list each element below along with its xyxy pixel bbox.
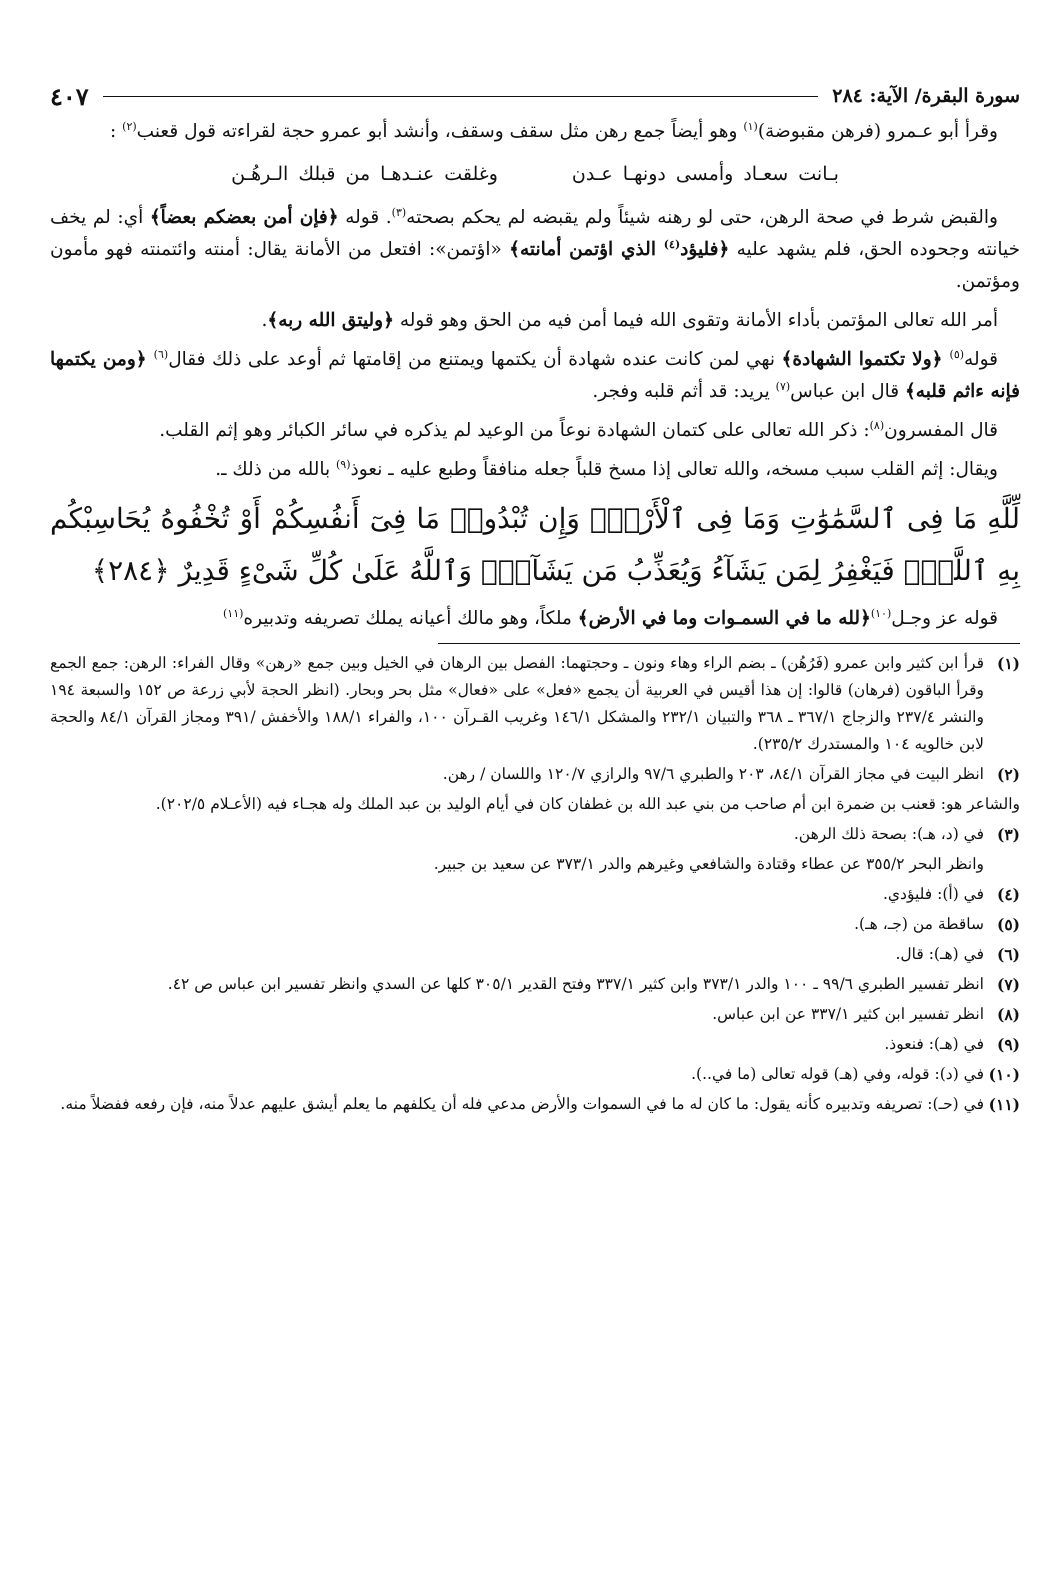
footnote-ref: (٧): [775, 379, 791, 393]
quran-quote: ﴿وليتق الله ربه﴾: [267, 310, 394, 331]
footnote-text: في (د): قوله، وفي (هـ) قوله تعالى (ما في..).: [691, 1065, 984, 1083]
footnote: [50, 761, 1020, 788]
footnote-continuation: [50, 791, 1020, 818]
paragraph-5: [50, 415, 1020, 447]
footnote-ref: (٣): [391, 205, 407, 219]
footnote-number: (٥): [996, 915, 1020, 934]
footnote-number: (٤): [996, 885, 1020, 904]
footnote: [50, 1001, 1020, 1028]
text: قال المفسرون: [884, 420, 998, 441]
footnote: [50, 1061, 1020, 1088]
text: ويقال: إثم القلب سبب مسخه، والله تعالى إذا مسخ قلباً جعله منافقاً وطبع عليه ـ نعوذ: [350, 459, 998, 480]
quran-quote: ﴿فإن أمن بعضكم بعضاً﴾: [149, 207, 339, 228]
footnote-text: وانظر البحر ٣٥٥/٢ عن عطاء وقتادة والشافعي وغيرهم والدر ٣٧٣/١ عن سعيد بن جبير.: [433, 855, 984, 873]
footnote-number: (٨): [996, 1005, 1020, 1024]
footnote-number: (٣): [996, 825, 1020, 844]
quran-verse-284: لِّلَّهِ مَا فِى ٱلسَّمَٰوَٰتِ وَمَا فِى ٱلْأَرْضِۗ وَإِن تُبْدُوا۟ مَا فِىٓ أَنفُسِكُمْ أَوْ تُخْفُوهُ يُحَاسِبْكُم بِهِ ٱللَّهُۖ فَيَغْفِرُ لِمَن يَشَآءُ وَيُعَذِّبُ مَن يَشَآءُۗ وَٱللَّهُ عَلَىٰ كُلِّ شَىْءٍ قَدِيرٌ ﴿٢٨٤﴾: [50, 502, 1020, 587]
footnote-number: (١٠): [988, 1065, 1020, 1084]
footnote: [50, 821, 1020, 848]
text: ملكاً، وهو مالك أعيانه يملك تصريفه وتدبيره: [243, 608, 578, 629]
quran-quote: ﴿ومن يكتمها فإنه ءاثم قلبه﴾: [50, 349, 1020, 402]
text: وقرأ أبو عـمرو (فرهن مقبوضة): [757, 121, 998, 142]
footnote-number: (٩): [996, 1035, 1020, 1054]
text: . قوله: [338, 207, 392, 228]
text: يريد: قد أثم قلبه وفجر.: [592, 381, 776, 402]
text: «اؤتمن»: افتعل من الأمانة يقال: أمنته وائتمنته فهو مأمون ومؤتمن.: [50, 239, 1020, 292]
verse-first-hemistich: بـانت سعـاد وأمسى دونهـا عـدن: [571, 163, 839, 185]
text: قوله عز وجـل: [891, 608, 998, 629]
text: والقبض شرط في صحة الرهن، حتى لو رهنه شيئاً ولم يقبضه لم يحكم بصحته: [406, 207, 998, 228]
paragraph-6: [50, 454, 1020, 486]
footnote-number: (٢): [996, 765, 1020, 784]
footnote: [50, 1091, 1020, 1118]
text: أمر الله تعالى المؤتمن بأداء الأمانة وتقوى الله فيما أمن فيه من الحق وهو قوله: [393, 310, 998, 331]
text: أي: لم يخف خيانته وجحوده الحق، فلم يشهد عليه: [50, 207, 1021, 260]
quran-quote: ﴿فليؤد: [680, 239, 730, 260]
footnote-text: في (أ): فليؤدي.: [883, 885, 984, 903]
header-rule: [103, 96, 819, 97]
footnote-text: والشاعر هو: قعنب بن ضمرة ابن أم صاحب من بني عبد الله بن غطفان كان في أيام الوليد بن عبد الملك وله هجـاء فيه (الأعـلام ٢٠٢/٥).: [155, 795, 1020, 813]
quran-quote: الذي اؤتمن أمانته﴾: [509, 239, 664, 260]
footnote-text: انظر البيت في مجاز القرآن ٨٤/١، ٢٠٣ والطبري ٩٧/٦ والرازي ١٢٠/٧ واللسان / رهن.: [442, 765, 984, 783]
footnote: [50, 941, 1020, 968]
footnote-indent: [984, 851, 1020, 878]
footnote-text: في (هـ): فنعوذ.: [884, 1035, 984, 1053]
footnote-continuation: [50, 851, 1020, 878]
main-text: [50, 116, 1020, 635]
poetry-verse: [50, 158, 1020, 190]
footnote-ref: (١٠): [870, 606, 892, 620]
paragraph-3: [50, 305, 1020, 337]
paragraph-2: [50, 202, 1020, 298]
footnote-ref: (٨): [869, 418, 885, 432]
quran-quote: ﴿ولا تكتموا الشهادة﴾: [781, 349, 950, 370]
surah-title: سورة البقرة/ الآية: ٢٨٤: [832, 85, 1020, 107]
footnote-ref: (١): [743, 119, 758, 133]
text: قال ابن عباس: [790, 381, 905, 402]
footnote-separator: [438, 643, 1020, 644]
text: بالله من ذلك ـ.: [215, 459, 336, 480]
text: قوله: [964, 349, 999, 370]
footnote: [50, 971, 1020, 998]
page-header: [50, 76, 1020, 116]
footnote-ref: (٢): [122, 119, 137, 133]
footnote-text: انظر تفسير ابن كثير ٣٣٧/١ عن ابن عباس.: [712, 1005, 984, 1023]
footnote: [50, 881, 1020, 908]
text: نهي لمن كانت عنده شهادة أن يكتمها ويمتنع من إقامتها ثم أوعد على ذلك فقال: [168, 349, 782, 370]
footnote-text: انظر تفسير الطبري ٩٩/٦ ـ ١٠٠ والدر ٣٧٣/١ وابن كثير ٣٣٧/١ وفتح القدير ٣٠٥/١ كلها عن السدي وانظر تفسير ابن عباس ص ٤٢.: [167, 975, 984, 993]
page-number: ٤٠٧: [50, 81, 89, 111]
text: .: [261, 310, 268, 331]
footnote: [50, 911, 1020, 938]
footnote-text: في (حـ): تصريفه وتدبيره كأنه يقول: ما كان له ما في السموات والأرض مدعي فله أن يكلفهم ما يعلم أيشق عليهم عدلاً منه، فإن رفعه ففضلاً منه.: [60, 1095, 984, 1113]
verse-second-hemistich: وغلقت عنـدهـا من قبلك الـرهُـن: [231, 163, 498, 185]
footnote-number: (٧): [996, 975, 1020, 994]
footnote-text: في (هـ): قال.: [895, 945, 984, 963]
paragraph-4: [50, 344, 1020, 408]
footnotes: [50, 650, 1020, 1118]
footnote-ref: (٦): [153, 347, 169, 361]
footnote-text: قرأ ابن كثير وابن عمرو (فَرُهُن) ـ بضم الراء وهاء ونون ـ وحجتهما: الفصل بين الرهان في الخيل وبين جمع «رهن» وقال الفراء: الرهن: جمع الجمع وقرأ الباقون (فرهان) قالوا: إن هذا أقيس في العربية أن يجمع «فعل» على «فعال» مثل بحر وبحار. (انظر الحجة لأبي زرعة ص ١٥٢ والسبعة ١٩٤ والنشر ٢٣٧/٤ والزجاج ٣٦٧/١ ـ ٣٦٨ والتبيان ٢٣٢/١ والمشكل ١٤٦/١ وغريب القـرآن ١٠٠، والفراء ١٨٨/١ والأخفش /٣٩١ ومجاز القرآن ٨٤/١ والحجة لابن خالويه ١٠٤ والمستدرك ٢٣٥/٢).: [50, 654, 985, 753]
footnote-ref: (١١): [223, 606, 244, 620]
text: :: [110, 121, 123, 142]
footnote-ref: (٩): [336, 457, 351, 471]
footnote-text: في (د، هـ): بصحة ذلك الرهن.: [793, 825, 984, 843]
text: : ذكر الله تعالى على كتمان الشهادة نوعاً من الوعيد لم يذكره في سائر الكبائر وهو إثم القلب.: [159, 420, 870, 441]
footnote-number: (١١): [988, 1095, 1020, 1114]
footnote-ref: (٤): [663, 237, 681, 251]
quran-quote: ﴿لله ما في السمـوات وما في الأرض﴾: [577, 608, 871, 629]
footnote-text: ساقطة من (جـ، هـ).: [854, 915, 984, 933]
paragraph-1: [50, 116, 1020, 148]
footnote-ref: (٥): [949, 347, 965, 361]
footnote: [50, 1031, 1020, 1058]
footnote: [50, 650, 1020, 758]
footnote-number: (١): [996, 654, 1020, 673]
paragraph-7: [50, 603, 1020, 635]
text: وهو أيضاً جمع رهن مثل سقف وسقف، وأنشد أبو عمرو حجة لقراءته قول قعنب: [136, 121, 744, 142]
footnote-number: (٦): [996, 945, 1020, 964]
